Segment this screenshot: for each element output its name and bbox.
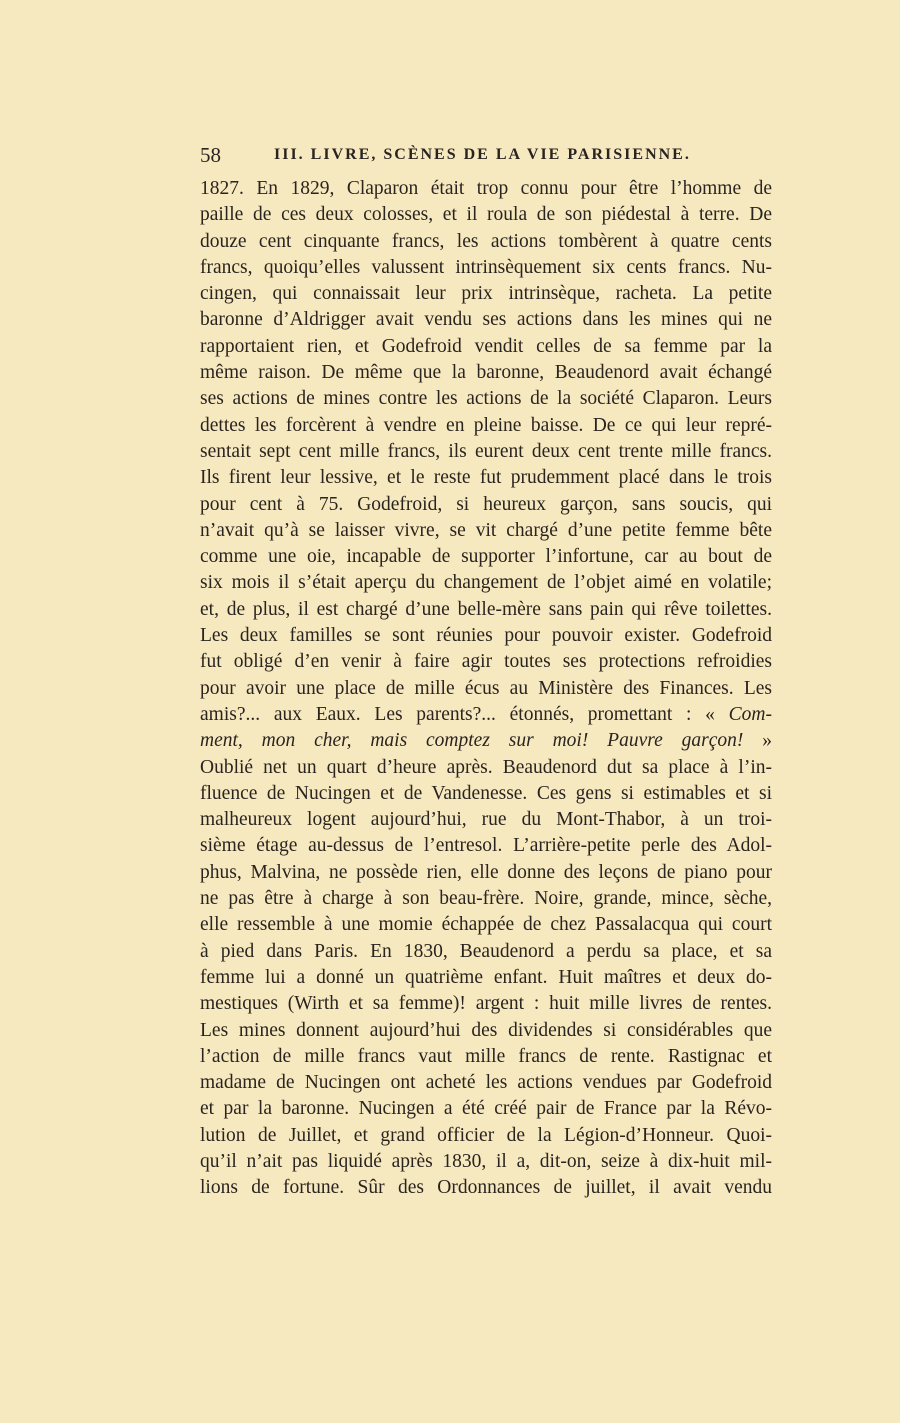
text-line: cingen, qui connaissait leur prix intrinsèque, racheta. La petite (200, 283, 772, 305)
text-line: lions de fortune. Sûr des Ordonnances de juillet, il avait vendu (200, 1177, 772, 1199)
text-line-roman: amis?... aux Eaux. Les parents?... étonnés, promettant : « (200, 703, 729, 725)
text-line: elle ressemble à une momie échappée de chez Passalacqua qui court (200, 914, 772, 936)
text-line: rapportaient rien, et Godefroid vendit celles de sa femme par la (200, 335, 772, 357)
text-line: à pied dans Paris. En 1830, Beaudenord a perdu sa place, et sa (200, 940, 772, 962)
page-number: 58 (200, 143, 221, 167)
text-line: Ils firent leur lessive, et le reste fut prudemment placé dans le trois (200, 467, 772, 489)
text-line: sentait sept cent mille francs, ils eurent deux cent trente mille francs. (200, 440, 772, 462)
text-line: qu’il n’ait pas liquidé après 1830, il a, dit-on, seize à dix-huit mil- (200, 1150, 772, 1172)
text-line: l’action de mille francs vaut mille francs de rente. Rastignac et (200, 1045, 772, 1067)
text-line: douze cent cinquante francs, les actions tombèrent à quatre cents (200, 230, 772, 252)
text-line: même raison. De même que la baronne, Beaudenord avait échangé (200, 362, 772, 384)
text-line: Les deux familles se sont réunies pour pouvoir exister. Godefroid (200, 625, 772, 647)
text-line: et, de plus, il est chargé d’une belle-mère sans pain qui rêve toilettes. (200, 598, 772, 620)
text-line-italic: ment, mon cher, mais comptez sur moi! Pauvre garçon! (200, 730, 744, 752)
text-line: ses actions de mines contre les actions de la société Claparon. Leurs (200, 388, 772, 410)
text-line: ne pas être à charge à son beau-frère. Noire, grande, mince, sèche, (200, 888, 772, 910)
text-line: Les mines donnent aujourd’hui des dividendes si considérables que (200, 1019, 772, 1041)
text-line: sième étage au-dessus de l’entresol. L’arrière-petite perle des Adol- (200, 835, 772, 857)
text-line-italic: Com- (728, 703, 772, 725)
text-line: fut obligé d’en venir à faire agir toutes ses protections refroidies (200, 651, 772, 673)
text-line: Oublié net un quart d’heure après. Beaudenord dut sa place à l’in- (200, 756, 772, 778)
text-line: femme lui a donné un quatrième enfant. Huit maîtres et deux do- (200, 966, 772, 988)
text-line: 1827. En 1829, Claparon était trop connu pour être l’homme de (200, 178, 772, 199)
text-line: phus, Malvina, ne possède rien, elle donne des leçons de piano pour (200, 861, 772, 883)
text-line-mixed (200, 702, 772, 728)
text-line: lution de Juillet, et grand officier de la Légion-d’Honneur. Quoi- (200, 1124, 772, 1146)
text-line: pour avoir une place de mille écus au Ministère des Finances. Les (200, 677, 772, 699)
text-line: six mois il s’était aperçu du changement de l’objet aimé en volatile; (200, 572, 772, 594)
text-line-mixed (200, 728, 772, 754)
text-line: madame de Nucingen ont acheté les actions vendues par Godefroid (200, 1072, 772, 1094)
text-line: francs, quoiqu’elles valussent intrinsèquement six cents francs. Nu- (200, 256, 772, 278)
text-line: mestiques (Wirth et sa femme)! argent : huit mille livres de rentes. (200, 993, 772, 1015)
running-head: III. LIVRE, SCÈNES DE LA VIE PARISIENNE. (274, 146, 691, 163)
body-text (200, 176, 772, 1202)
text-line: baronne d’Aldrigger avait vendu ses actions dans les mines qui ne (200, 309, 772, 331)
text-line: dettes les forcèrent à vendre en pleine baisse. De ce qui leur repré- (200, 414, 772, 436)
page-header (200, 143, 772, 173)
text-line: et par la baronne. Nucingen a été créé pair de France par la Révo- (200, 1098, 772, 1120)
text-line: comme une oie, incapable de supporter l’infortune, car au bout de (200, 546, 772, 568)
text-line: n’avait qu’à se laisser vivre, se vit chargé d’une petite femme bête (200, 519, 772, 541)
text-line: fluence de Nucingen et de Vandenesse. Ces gens si estimables et si (200, 782, 772, 804)
text-line-roman: » (743, 730, 772, 752)
text-line: malheureux logent aujourd’hui, rue du Mont-Thabor, à un troi- (200, 809, 772, 831)
text-line: paille de ces deux colosses, et il roula de son piédestal à terre. De (200, 204, 772, 226)
text-line: pour cent à 75. Godefroid, si heureux garçon, sans soucis, qui (200, 493, 772, 515)
